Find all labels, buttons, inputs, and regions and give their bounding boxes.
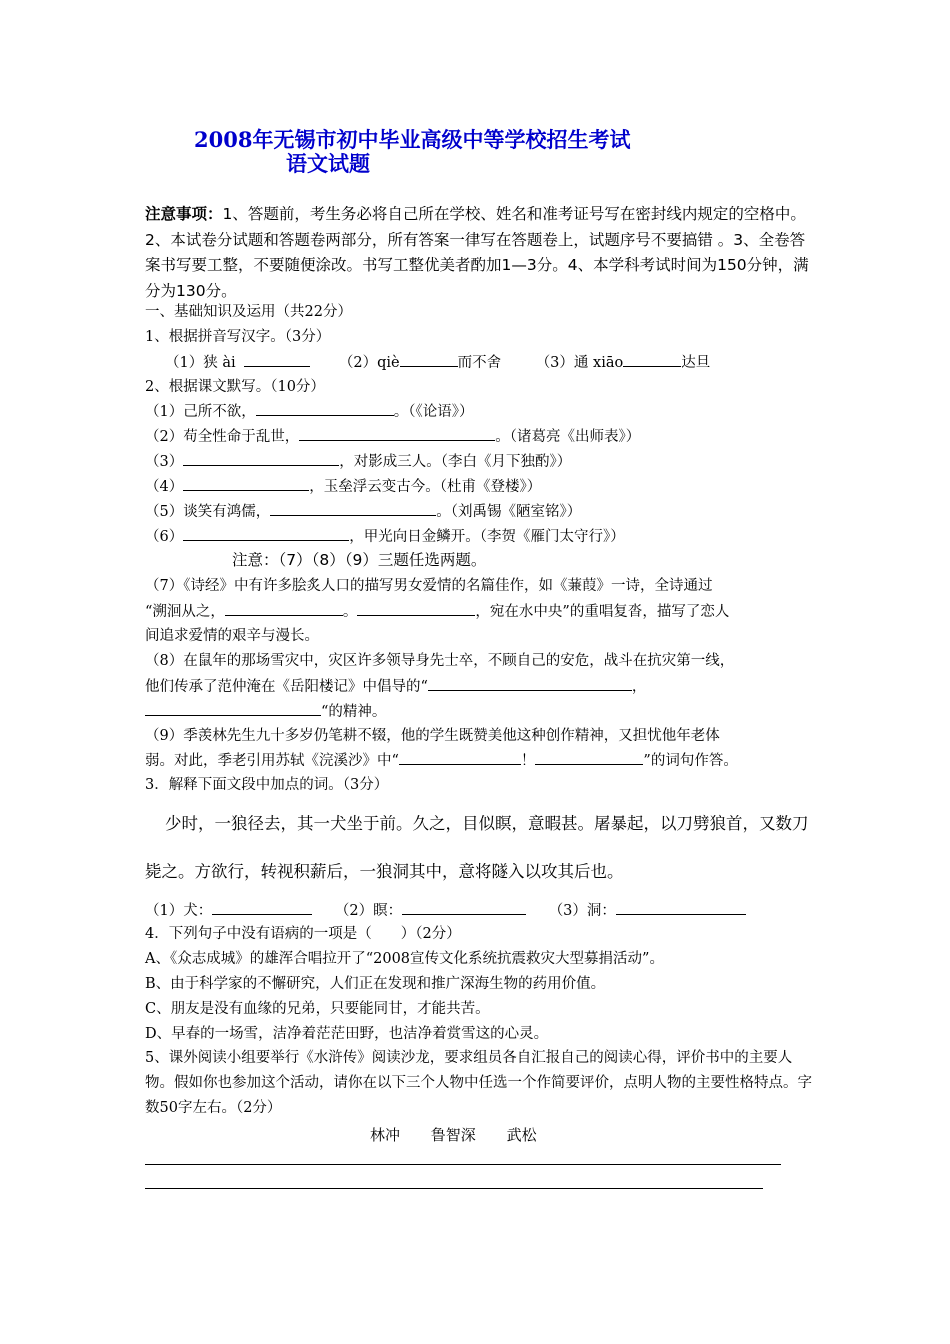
answer-line[interactable] [145, 1164, 781, 1165]
q2-line-text: ，甲光向日金鳞开。（李贺《雁门太守行》） [349, 529, 625, 545]
q4-option-d: D、早春的一场雪，洁净着茫茫田野，也洁净着赏雪这的心灵。 [145, 1026, 549, 1042]
q2-line-text: （3） [145, 454, 184, 470]
q1-items [165, 352, 710, 373]
answer-blank[interactable] [428, 676, 632, 691]
q1-b-tail: 而不舍 [457, 355, 502, 371]
q8-text: “的精神。 [321, 704, 387, 720]
answer-blank[interactable] [299, 426, 495, 441]
q3-stem: 3．解释下面文段中加点的词。（3分） [145, 777, 389, 793]
q2-line-text: 。（《论语》） [393, 404, 474, 420]
q3-c: （3）洞： [548, 903, 616, 919]
notice-text: 1、答题前，考生务必将自己所在学校、姓名和准考证号写在密封线内规定的空格中。2、本试卷分试题和答题卷两部分，所有答案一律写在答题卷上，试题序号不要搞错 。3、全卷答案书写要工整，不要随便涂改。书写工整优美者酌加1—3分。4、本学科考试时间为150分钟，满分为130分。 [145, 205, 809, 300]
answer-blank[interactable] [244, 352, 310, 367]
q7-line3: 间追求爱情的艰辛与漫长。 [145, 628, 319, 644]
q4-option-b: B、由于科学家的不懈研究，人们正在发现和推广深海生物的药用价值。 [145, 976, 606, 992]
q8-line2 [145, 676, 646, 697]
q5-stem: 5、课外阅读小组要举行《水浒传》阅读沙龙，要求组员各自汇报自己的阅读心得，评价书中的主要人物。假如你也参加这个活动，请你在以下三个人物中任选一个作简要评价，点明人物的主要性格特点。字数50字左右。（2分） [145, 1050, 812, 1116]
q2-stem: 2、根据课文默写。（10分） [145, 379, 325, 395]
answer-blank[interactable] [212, 900, 312, 915]
q1-a: （1）狭 ài [165, 355, 236, 371]
answer-blank[interactable] [402, 900, 526, 915]
q2-line-text: （2）苟全性命于乱世， [145, 429, 300, 445]
section-heading: 一、基础知识及运用（共22分） [145, 304, 352, 320]
q4-option-a: A、《众志成城》的雄浑合唱拉开了“2008宣传文化系统抗震救灾大型募捐活动”。 [145, 951, 664, 967]
exam-title: 2008年无锡市初中毕业高级中等学校招生考试 [194, 127, 631, 152]
choice-note: 注意：（7）（8）（9）三题任选两题。 [232, 551, 487, 569]
character-name: 林冲 [370, 1126, 401, 1144]
q2-line [145, 401, 473, 422]
classical-passage-line2: 毙之。方欲行，转视积薪后，一狼洞其中，意将隧入以攻其后也。 [145, 862, 624, 881]
answer-blank[interactable] [357, 601, 475, 616]
answer-blank[interactable] [256, 401, 394, 416]
q2-line-text: （1）己所不欲， [145, 404, 256, 420]
q9-line2 [145, 750, 738, 771]
q2-line-text: 。（诸葛亮《出师表》） [495, 429, 641, 445]
q8-text: 他们传承了范仲淹在《岳阳楼记》中倡导的“ [145, 679, 428, 695]
answer-blank[interactable] [270, 501, 436, 516]
q1-c-tail: 达旦 [681, 355, 711, 371]
q9-text: ”的词句作答。 [643, 753, 738, 769]
q4-stem: 4．下列句子中没有语病的一项是（ ）（2分） [145, 926, 461, 942]
q1-c: （3）通 xiāo [535, 355, 624, 371]
q2-line-text: （4） [145, 479, 184, 495]
exam-subtitle: 语文试题 [286, 151, 370, 176]
q2-line [145, 476, 541, 497]
q2-line-text: （5）谈笑有鸿儒， [145, 504, 271, 520]
q4-option-c: C、朋友是没有血缘的兄弟，只要能同甘，才能共苦。 [145, 1001, 490, 1017]
answer-blank[interactable] [535, 750, 643, 765]
answer-blank[interactable] [183, 476, 309, 491]
answer-blank[interactable] [623, 352, 681, 367]
q2-line [145, 426, 640, 447]
answer-blank[interactable] [183, 526, 349, 541]
q7-line2 [145, 601, 729, 622]
q1-b: （2）qiè [338, 355, 400, 371]
character-name: 武松 [506, 1126, 537, 1144]
character-name: 鲁智深 [430, 1126, 476, 1144]
q3-answers [145, 900, 746, 921]
notice-block [145, 202, 815, 304]
answer-blank[interactable] [225, 601, 343, 616]
q7-text: “溯洄从之， [145, 604, 225, 620]
character-names [370, 1124, 563, 1145]
q2-line [145, 501, 581, 522]
q9-text: ！ [520, 753, 536, 769]
notice-label: 注意事项： [145, 205, 223, 223]
q3-a: （1）犬： [145, 903, 213, 919]
answer-blank[interactable] [616, 900, 746, 915]
q1-stem: 1、根据拼音写汉字。（3分） [145, 329, 331, 345]
q9-text: 弱。对此，季老引用苏轼《浣溪沙》中“ [145, 753, 399, 769]
answer-blank[interactable] [145, 701, 321, 716]
q3-b: （2）瞑： [334, 903, 403, 919]
classical-passage-line1: 少时，一狼径去，其一犬坐于前。久之，目似瞑，意暇甚。屠暴起，以刀劈狼首，又数刀 [165, 814, 809, 833]
q2-line-text: （6） [145, 529, 184, 545]
answer-line[interactable] [145, 1188, 763, 1189]
q7-text: ，宛在水中央”的重唱复沓，描写了恋人 [475, 604, 730, 620]
q2-line-text: ，对影成三人。（李白《月下独酌》） [339, 454, 572, 470]
q8-text: ， [631, 679, 647, 695]
q7-text: 。 [342, 604, 358, 620]
answer-blank[interactable] [183, 451, 339, 466]
q2-line-text: 。（刘禹锡《陋室铭》） [436, 504, 582, 520]
q2-line [145, 451, 571, 472]
q8-line3 [145, 701, 386, 722]
q8-line1: （8）在鼠年的那场雪灾中，灾区许多领导身先士卒，不顾自己的安危，战斗在抗灾第一线， [145, 653, 735, 669]
answer-blank[interactable] [399, 750, 521, 765]
answer-blank[interactable] [400, 352, 458, 367]
q7-line1: （7）《诗经》中有许多脍炙人口的描写男女爱情的名篇佳作，如《蒹葭》一诗，全诗通过 [145, 578, 713, 594]
q9-line1: （9）季羡林先生九十多岁仍笔耕不辍，他的学生既赞美他这种创作精神，又担忧他年老体 [145, 728, 720, 744]
q2-line [145, 526, 625, 547]
q2-line-text: ，玉垒浮云变古今。（杜甫《登楼》） [309, 479, 542, 495]
